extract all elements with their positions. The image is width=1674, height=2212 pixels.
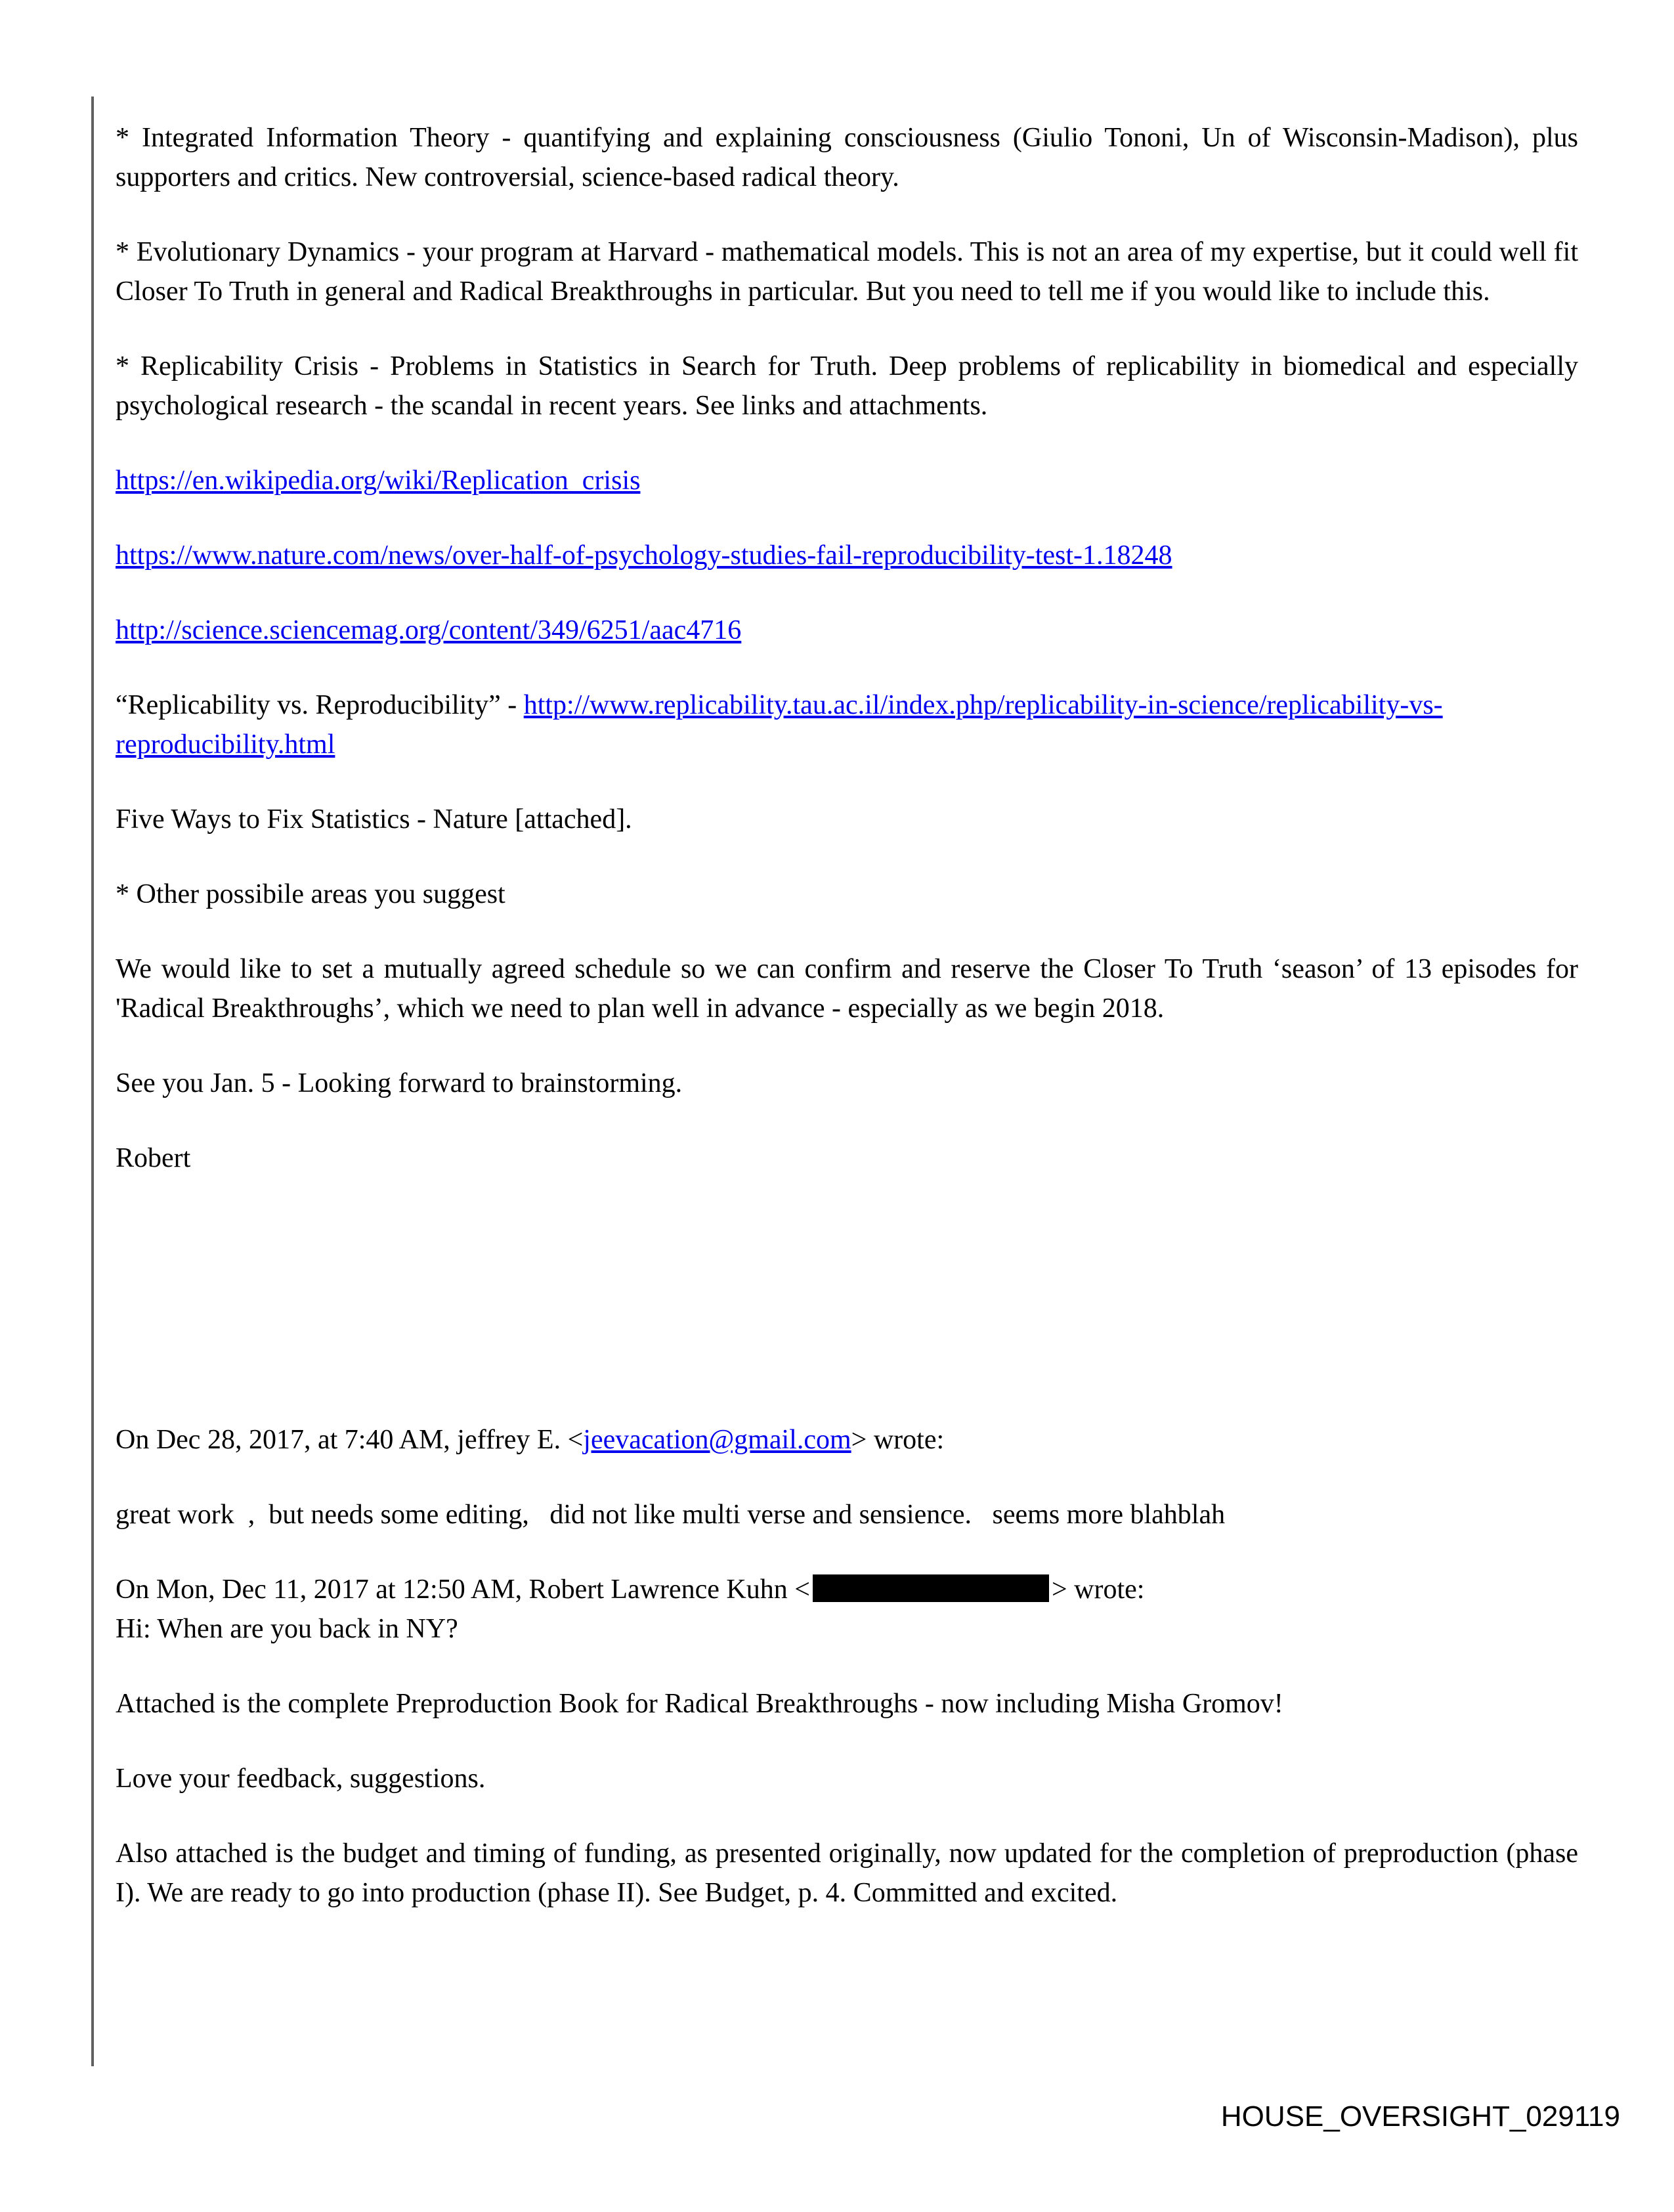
paragraph-evolutionary-dynamics: * Evolutionary Dynamics - your program at Harvard - mathematical models. This is not an area of my expertise, but it could well fit Closer To Truth in general and Radical Breakthroughs in particular. But you need to tell me if you would like to include this. (116, 237, 1578, 307)
paragraph-schedule: We would like to set a mutually agreed schedule so we can confirm and reserve the Closer To Truth ‘season’ of 13 episodes for 'Radical Breakthroughs’, which we need to plan well in advance - especially as we begin 2018. (116, 954, 1578, 1024)
paragraph-other-areas: * Other possibile areas you suggest (116, 879, 505, 909)
paragraph-five-ways: Five Ways to Fix Statistics - Nature [attached]. (116, 804, 632, 835)
quote1-header (116, 1420, 1578, 1460)
paragraph-replicability-vs-reproducibility (116, 685, 1578, 764)
quote2-header (116, 1570, 1578, 1649)
link-line-sciencemag (116, 611, 1578, 650)
quote1-header-prefix: On Dec 28, 2017, at 7:40 AM, jeffrey E. < (116, 1425, 584, 1455)
link-sciencemag[interactable]: http://science.sciencemag.org/content/349/6251/aac4716 (116, 615, 742, 645)
replicability-label: “Replicability vs. Reproducibility” - (116, 690, 524, 720)
paragraph-preproduction-book: Attached is the complete Preproduction Book for Radical Breakthroughs - now including Misha Gromov! (116, 1689, 1283, 1719)
redaction-bar (813, 1574, 1049, 1602)
link-nature-reproducibility[interactable]: https://www.nature.com/news/over-half-of-psychology-studies-fail-reproducibility-test-1.18248 (116, 540, 1172, 571)
signature: Robert (116, 1143, 191, 1173)
link-wikipedia-replication-crisis[interactable]: https://en.wikipedia.org/wiki/Replication_crisis (116, 466, 641, 496)
quote1-body: great work , but needs some editing, did not like multi verse and sensience. seems more blahblah (116, 1500, 1226, 1530)
quote-bar (91, 97, 94, 2066)
paragraph-integrated-information-theory: * Integrated Information Theory - quantifying and explaining consciousness (Giulio Tononi, Un of Wisconsin-Madison), plus supporters and critics. New controversial, science-based radical theory. (116, 123, 1578, 192)
quote2-header-suffix: > wrote: (1051, 1574, 1145, 1605)
link-jeevacation-email[interactable]: jeevacation@gmail.com (583, 1425, 851, 1455)
quote1-header-suffix: > wrote: (851, 1425, 945, 1455)
vertical-spacer (116, 1213, 1578, 1420)
paragraph-replicability-crisis: * Replicability Crisis - Problems in Statistics in Search for Truth. Deep problems of replicability in biomedical and especially psychological research - the scandal in recent years. See links and attachments. (116, 351, 1578, 421)
link-replicability-tau[interactable]: http://www.replicability.tau.ac.il/index.php/replicability-in-science/replicability-vs-reproducibility.html (116, 690, 1443, 760)
email-body (116, 118, 1578, 1948)
quote2-header-prefix: On Mon, Dec 11, 2017 at 12:50 AM, Robert Lawrence Kuhn < (116, 1574, 810, 1605)
bates-number: HOUSE_OVERSIGHT_029119 (1220, 2100, 1620, 2133)
quote2-greeting: Hi: When are you back in NY? (116, 1614, 458, 1644)
link-line-nature (116, 536, 1578, 575)
paragraph-see-you: See you Jan. 5 - Looking forward to brainstorming. (116, 1068, 683, 1098)
paragraph-budget: Also attached is the budget and timing of funding, as presented originally, now updated for the completion of preproduction (phase I). We are ready to go into production (phase II). See Budget, p. 4. Committed and excited. (116, 1838, 1578, 1908)
link-line-wikipedia (116, 461, 1578, 500)
paragraph-feedback: Love your feedback, suggestions. (116, 1764, 486, 1794)
